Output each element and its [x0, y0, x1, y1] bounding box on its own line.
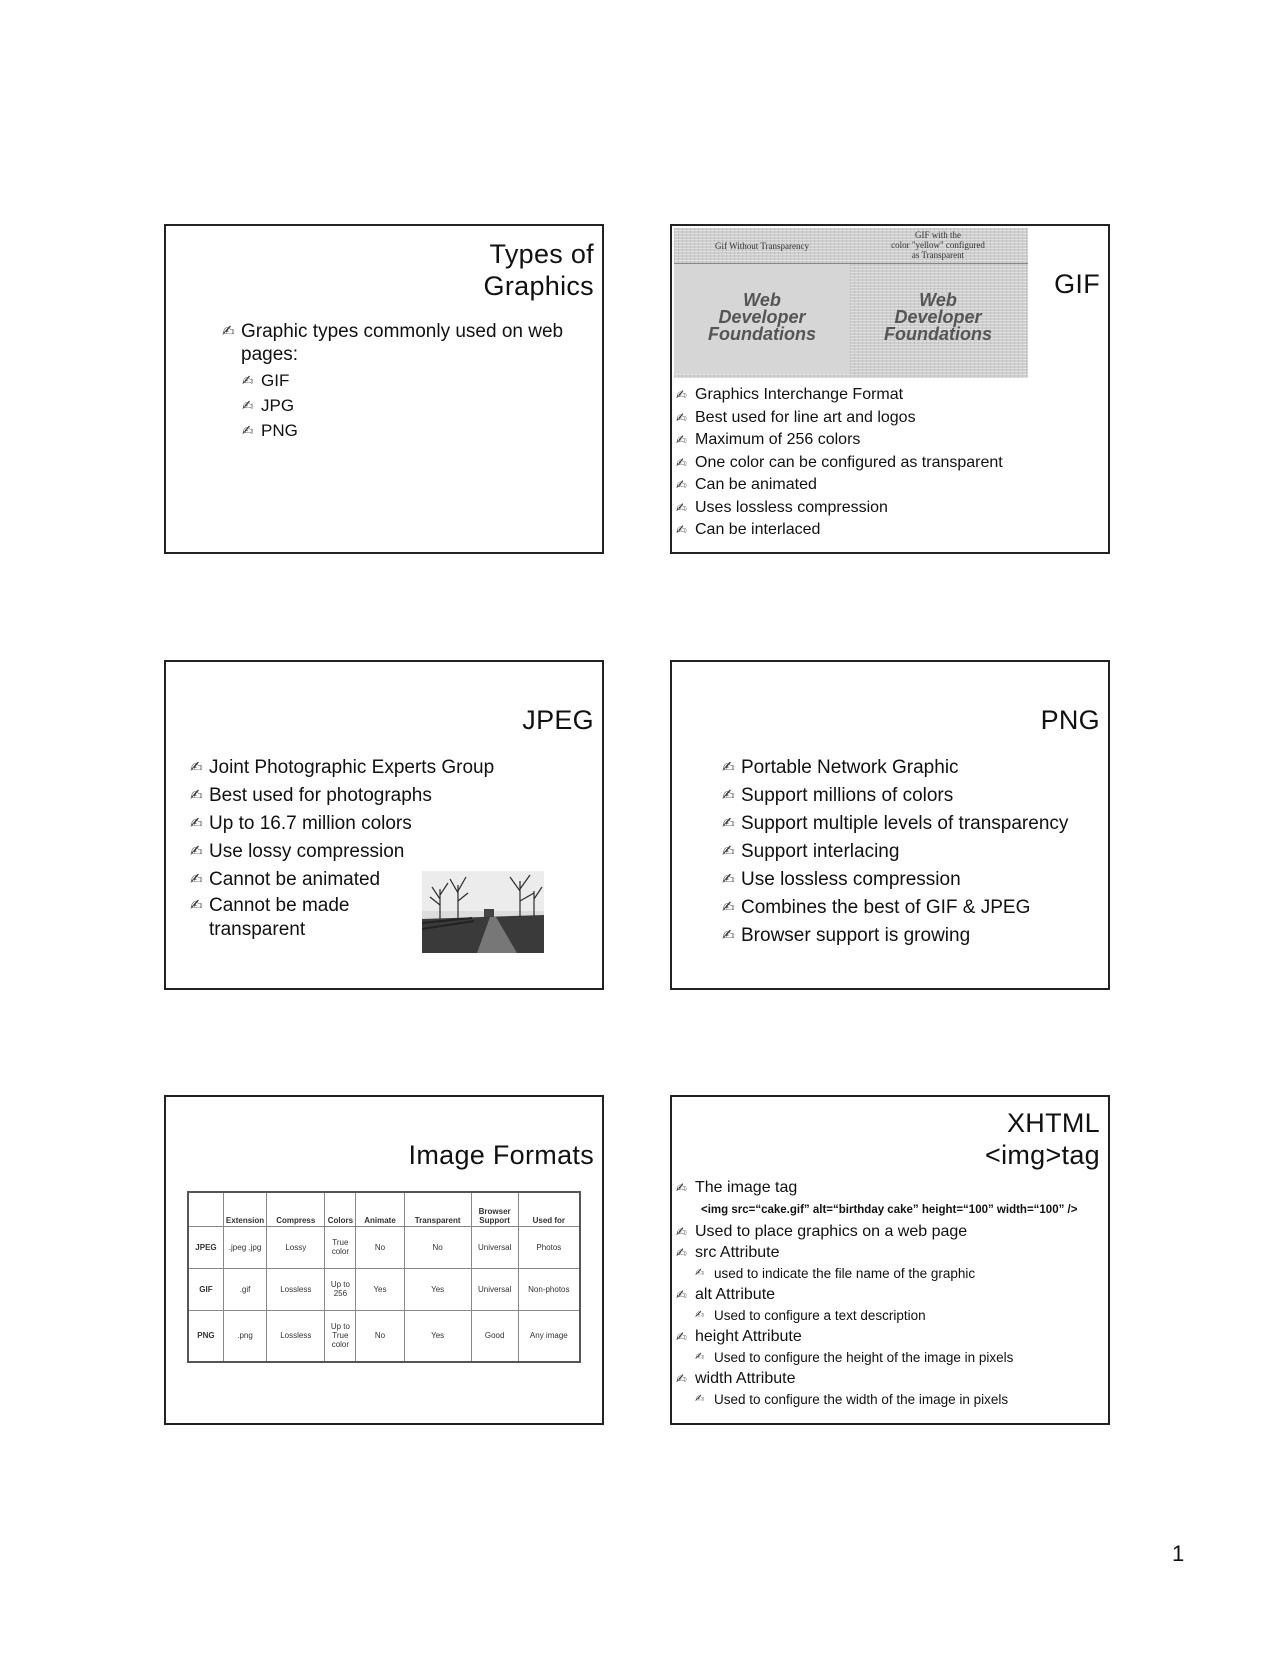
page-number: 1: [1172, 1541, 1185, 1566]
list-item: ✍ Portable Network Graphic: [722, 754, 1110, 782]
landscape-photo: [422, 871, 544, 953]
table-cell: True color: [325, 1226, 356, 1268]
table-cell: .jpeg .jpg: [223, 1226, 266, 1268]
image-panel-left: Web Developer Foundations: [674, 264, 850, 374]
pen-bullet-icon: ✍: [722, 787, 735, 804]
list-item: ✍ Combines the best of GIF & JPEG: [722, 894, 1110, 922]
table-cell: Yes: [404, 1268, 471, 1310]
pen-bullet-icon: ✍: [190, 759, 203, 776]
bullet-list: [676, 384, 1106, 542]
table-cell: Universal: [471, 1226, 518, 1268]
pen-bullet-icon: ✍: [676, 387, 687, 402]
list-item: ✍ PNG: [242, 418, 298, 443]
table-cell: Up to 256: [325, 1268, 356, 1310]
gif-transparency-comparison-image: [674, 228, 1028, 378]
table-cell: .gif: [223, 1268, 266, 1310]
slide-title: XHTML <img>tag: [985, 1108, 1100, 1170]
table-cell: Universal: [471, 1268, 518, 1310]
bullet-list: [222, 320, 582, 366]
list-item: ✍ Best used for line art and logos: [676, 407, 1106, 430]
list-item: ✍ Maximum of 256 colors: [676, 429, 1106, 452]
table-header: Colors: [325, 1192, 356, 1226]
slide-png: [670, 660, 1110, 990]
slide-title: Types of Graphics: [483, 239, 594, 301]
table-cell: Non-photos: [518, 1268, 580, 1310]
pen-bullet-icon: ✍: [190, 787, 203, 804]
pen-bullet-icon: ✍: [222, 323, 235, 340]
pen-bullet-icon: ✍: [722, 899, 735, 916]
table-header-row: [188, 1192, 580, 1226]
slide-title: GIF: [1054, 269, 1100, 299]
pen-bullet-icon: ✍: [676, 432, 687, 447]
table-cell: Any image: [518, 1310, 580, 1362]
list-item: ✍ Support multiple levels of transparency: [722, 810, 1110, 838]
list-item: ✍ Support interlacing: [722, 838, 1110, 866]
list-item: ✍ Used to place graphics on a web page: [676, 1223, 968, 1240]
table-header: [188, 1192, 223, 1226]
table-header: Compress: [267, 1192, 325, 1226]
table-cell: Photos: [518, 1226, 580, 1268]
table-header: Used for: [518, 1192, 580, 1226]
pen-bullet-icon: ✍: [722, 871, 735, 888]
pen-bullet-icon: ✍: [190, 843, 203, 860]
table-cell: No: [404, 1226, 471, 1268]
image-panel-right: Web Developer Foundations: [884, 290, 992, 344]
table-cell: GIF: [188, 1268, 223, 1310]
image-caption-right: GIF with the color "yellow" configured as Transparent: [891, 230, 985, 260]
list-item: ✍ Uses lossless compression: [676, 497, 1106, 520]
pen-bullet-icon: ✍: [242, 373, 254, 388]
list-item: ✍ Joint Photographic Experts Group: [190, 754, 590, 782]
pen-bullet-icon: ✍: [190, 897, 203, 914]
sub-item: ✍ Used to configure a text description: [695, 1305, 1101, 1326]
sub-bullet-list: [242, 368, 298, 443]
pen-bullet-icon: ✍: [676, 1371, 687, 1386]
slide-gif: [670, 224, 1110, 554]
table-cell: Yes: [356, 1268, 404, 1310]
sub-item: ✍ Used to configure the width of the image in pixels: [695, 1389, 1101, 1410]
image-caption-left: Gif Without Transparency: [715, 241, 809, 251]
slide-title: PNG: [1040, 705, 1100, 735]
table-cell: Lossy: [267, 1226, 325, 1268]
pen-bullet-icon: ✍: [676, 1287, 687, 1302]
table-cell: No: [356, 1226, 404, 1268]
pen-bullet-icon: ✍: [676, 1329, 687, 1344]
pen-bullet-icon: ✍: [695, 1267, 705, 1279]
slide-title: JPEG: [522, 705, 594, 735]
list-item: ✍ Graphic types commonly used on web pages:: [222, 321, 564, 365]
list-item: ✍ Can be interlaced: [676, 519, 1106, 542]
pen-bullet-icon: ✍: [676, 409, 687, 425]
table-cell: JPEG: [188, 1226, 223, 1268]
pen-bullet-icon: ✍: [676, 522, 687, 537]
list-item: ✍ src Attribute ✍ used to indicate the file name of the graphic: [676, 1242, 1101, 1284]
pen-bullet-icon: ✍: [722, 759, 735, 776]
slide-types-of-graphics: [164, 224, 604, 554]
code-example: <img src=“cake.gif” alt=“birthday cake” height=“100” width=“100” />: [701, 1204, 1078, 1216]
bullet-list: [722, 754, 1110, 950]
table-cell: PNG: [188, 1310, 223, 1362]
list-item: ✍ Cannot be animated: [190, 866, 590, 894]
list-item: ✍ GIF: [242, 368, 298, 393]
pen-bullet-icon: ✍: [676, 454, 687, 470]
pen-bullet-icon: ✍: [242, 423, 254, 438]
pen-bullet-icon: ✍: [242, 398, 254, 413]
list-item: ✍ Use lossless compression: [722, 866, 1110, 894]
pen-bullet-icon: ✍: [676, 477, 687, 492]
table-row: [188, 1310, 580, 1362]
pen-bullet-icon: ✍: [676, 1224, 687, 1239]
pen-bullet-icon: ✍: [722, 927, 735, 944]
pen-bullet-icon: ✍: [695, 1351, 705, 1363]
table-cell: Good: [471, 1310, 518, 1362]
table-header: Extension: [223, 1192, 266, 1226]
bullet-list: [676, 1177, 1101, 1410]
table-cell: Yes: [404, 1310, 471, 1362]
pen-bullet-icon: ✍: [695, 1309, 705, 1321]
table-header: Transparent: [404, 1192, 471, 1226]
list-item: ✍ height Attribute ✍ Used to configure the height of the image in pixels: [676, 1326, 1101, 1368]
pen-bullet-icon: ✍: [190, 815, 203, 832]
sub-item: ✍ used to indicate the file name of the graphic: [695, 1263, 1101, 1284]
table-cell: .png: [223, 1310, 266, 1362]
list-item: ✍ The image tag: [676, 1179, 798, 1196]
slide-title: Image Formats: [408, 1140, 594, 1170]
image-formats-table: [187, 1191, 581, 1363]
table-header: Animate: [356, 1192, 404, 1226]
table-cell: Lossless: [267, 1310, 325, 1362]
list-item: ✍ width Attribute ✍ Used to configure the width of the image in pixels: [676, 1368, 1101, 1410]
slide-jpeg: [164, 660, 604, 990]
sub-item: ✍ Used to configure the height of the image in pixels: [695, 1347, 1101, 1368]
list-item: ✍ alt Attribute ✍ Used to configure a text description: [676, 1284, 1101, 1326]
list-item: ✍ JPG: [242, 393, 298, 418]
pen-bullet-icon: ✍: [676, 499, 687, 515]
list-item: ✍ Support millions of colors: [722, 782, 1110, 810]
table-cell: Up to True color: [325, 1310, 356, 1362]
list-item: ✍ Cannot be made transparent: [190, 895, 350, 940]
landscape-photo-drawing: [422, 871, 544, 953]
list-item: ✍ Up to 16.7 million colors: [190, 810, 590, 838]
pen-bullet-icon: ✍: [676, 1180, 687, 1195]
pen-bullet-icon: ✍: [722, 815, 735, 832]
table-row: [188, 1268, 580, 1310]
list-item: ✍ Graphics Interchange Format: [676, 384, 1106, 407]
table-cell: Lossless: [267, 1268, 325, 1310]
pen-bullet-icon: ✍: [190, 871, 203, 888]
pen-bullet-icon: ✍: [695, 1393, 705, 1405]
list-item: ✍ One color can be configured as transparent: [676, 452, 1106, 475]
pen-bullet-icon: ✍: [676, 1245, 687, 1260]
table-cell: No: [356, 1310, 404, 1362]
list-item: ✍ Best used for photographs: [190, 782, 590, 810]
table-header: Browser Support: [471, 1192, 518, 1226]
list-item: ✍ Browser support is growing: [722, 922, 1110, 950]
list-item: ✍ Use lossy compression: [190, 838, 590, 866]
slide-xhtml-img-tag: [670, 1095, 1110, 1425]
slide-image-formats: [164, 1095, 604, 1425]
pen-bullet-icon: ✍: [722, 843, 735, 860]
list-item: ✍ Can be animated: [676, 474, 1106, 497]
table-row: [188, 1226, 580, 1268]
